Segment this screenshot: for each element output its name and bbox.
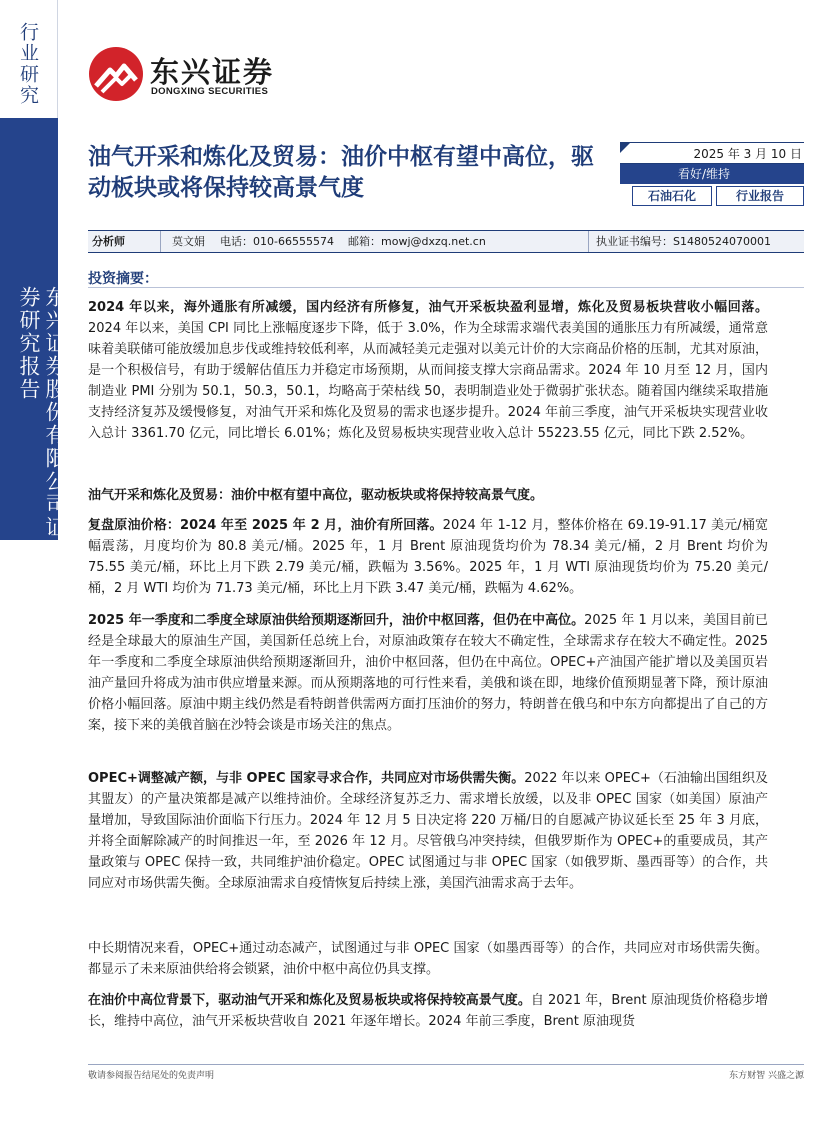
paragraph-overview-lead: 2024 年以来，海外通胀有所减缓，国内经济有所修复，油气开采板块盈利显增，炼化及贸易板块营收小幅回落。 — [88, 300, 768, 315]
company-logo — [88, 46, 288, 102]
report-tags — [620, 186, 804, 206]
side-category-label: 行业研究 — [17, 22, 39, 106]
report-type-tag: 行业报告 — [716, 186, 804, 206]
footer-slogan: 东方财智 兴盛之源 — [729, 1071, 804, 1081]
summary-divider — [88, 287, 804, 288]
paragraph-overview-body: 2024 年以来，美国 CPI 同比上涨幅度逐步下降，低于 3.0%，作为全球需求端代表美国的通胀压力有所减缓，通常意味着美联储可能放缓加息步伐或维持较低利率，从而减轻美元走强对以美元计价的大宗商品价格的压制，尤其对原油，是一个积极信号，有助于缓解估值压力并稳定市场预期，从而间接支撑大宗商品需求。2024 年 10 月至 12 月，国内制造业 PMI 分别为 50.1，50.3，50.1，均略高于荣枯线 50，表明制造业处于微弱扩张状态。随着国内继续采取措施支持经济复苏及缓慢修复，对油气开采和炼化及贸易的需求也逐步提升。2024 年前三季度，油气开采板块实现营业收入总计 3361.70 亿元，同比增长 6.01%；炼化及贸易板块实现营业收入总计 55223.55 亿元，同比下跌 2.52%。 — [88, 321, 768, 441]
logo-english-name: DONGXING SECURITIES — [151, 86, 269, 97]
industry-tag: 石油石化 — [632, 186, 712, 206]
side-top-panel — [0, 0, 58, 118]
paragraph-long-term-body: 中长期情况来看，OPEC+通过动态减产，试图通过与非 OPEC 国家（如墨西哥等）的合作，共同应对市场供需失衡。都显示了未来原油供给将会锁紧，油价中枢中高位仍具支撑。 — [88, 941, 768, 977]
summary-heading: 投资摘要： — [88, 271, 158, 287]
paragraph-sector-drive — [88, 990, 768, 1032]
analyst-phone: 电话：010-66555574 — [220, 235, 334, 248]
paragraph-supply-outlook — [88, 610, 768, 736]
paragraph-opec-body: 2022 年以来 OPEC+（石油输出国组织及其盟友）的产量决策都是减产以维持油价。全球经济复苏乏力、需求增长放缓，以及非 OPEC 国家（如美国）原油产量增加，导致国际油价面临下行压力。2024 年 12 月 5 日决定将 220 万桶/日的自愿减产协议延长至 25 年 3 月底，并将全面解除减产的时间推迟一年，至 2026 年 12 月。尽管俄乌冲突持续，但俄罗斯作为 OPEC+的重要成员，其产量政策与 OPEC 保持一致，共同维护油价稳定。OPEC 试图通过与非 OPEC 国家（如俄罗斯、墨西哥等）的合作，共同应对市场供需失衡。全球原油需求自疫情恢复后持续上涨，美国汽油需求高于去年。 — [88, 771, 768, 891]
paragraph-thesis — [88, 485, 768, 506]
report-title: 油气开采和炼化及贸易：油价中枢有望中高位，驱动板块或将保持较高景气度 — [88, 144, 594, 201]
footer-divider — [88, 1064, 804, 1065]
analyst-name: 莫文娟 — [172, 235, 205, 248]
paragraph-opec-lead: OPEC+调整减产额，与非 OPEC 国家寻求合作，共同应对市场供需失衡。 — [88, 771, 525, 786]
analyst-divider — [160, 231, 161, 252]
logo-mark-icon — [88, 46, 144, 102]
analyst-divider-2 — [588, 231, 589, 252]
side-band — [0, 118, 67, 540]
analyst-bar — [88, 230, 804, 253]
paragraph-oil-price-body: 2024 年 1-12 月，整体价格在 69.19-91.17 美元/桶宽幅震荡，月度均价为 80.8 美元/桶。2025 年，1 月 Brent 原油现货均价为 78.34 美元/桶，2 月 Brent 均价为 75.55 美元/桶，环比上月下跌 2.79 美元/桶，跌幅为 3.56%。2025 年，1 月 WTI 原油现货均价为 75.20 美元/桶，2 月 WTI 均价为 71.73 美元/桶，环比上月下跌 3.47 美元/桶，跌幅为 4.62%。 — [88, 518, 768, 596]
analyst-cert-number: 执业证书编号：S1480524070001 — [596, 235, 771, 248]
analyst-label: 分析师 — [92, 235, 125, 248]
date-corner-decoration — [620, 143, 630, 153]
paragraph-sector-lead: 在油价中高位背景下，驱动油气开采和炼化及贸易板块或将保持较高景气度。 — [88, 993, 531, 1008]
logo-chinese-name: 东兴证券 — [150, 55, 275, 89]
analyst-email[interactable]: 邮箱：mowj@dxzq.net.cn — [348, 235, 486, 248]
paragraph-sector-body: 自 2021 年，Brent 原油现货价格稳步增长，维持中高位，油气开采板块营收自 2021 年逐年增长。2024 年前三季度，Brent 原油现货 — [88, 993, 768, 1029]
paragraph-oil-price-lead: 复盘原油价格：2024 年至 2025 年 2 月，油价有所回落。 — [88, 518, 443, 533]
paragraph-oil-price-review — [88, 515, 768, 599]
paragraph-supply-lead: 2025 年一季度和二季度全球原油供给预期逐渐回升，油价中枢回落，但仍在中高位。 — [88, 613, 585, 628]
rating-badge: 看好/维持 — [620, 164, 804, 184]
paragraph-opec — [88, 768, 768, 894]
footer-disclaimer: 敬请参阅报告结尾处的免责声明 — [88, 1071, 215, 1081]
paragraph-overview — [88, 297, 768, 444]
paragraph-long-term — [88, 938, 768, 980]
paragraph-supply-body: 2025 年 1 月以来，美国目前已经是全球最大的原油生产国，美国新任总统上台，对原油政策存在较大不确定性，全球需求存在较大不确定性。2025 年一季度和二季度全球原油供给预期逐渐回升，油价中枢回落，但仍在中高位。OPEC+产油国产能扩增以及美国页岩油产量回升将成为油市供应增量来源。而从预期落地的可行性来看，美俄和谈在即，地缘价值预期显著下降，预计原油价格小幅回落。原油中期主线仍然是看特朗普供需两方面打压油价的努力，特朗普在俄乌和中东方向都提出了自己的方案，接下来的美俄首脑在沙特会谈是市场关注的焦点。 — [88, 613, 768, 733]
report-date: 2025 年 3 月 10 日 — [620, 142, 804, 164]
paragraph-thesis-lead: 油气开采和炼化及贸易：油价中枢有望中高位，驱动板块或将保持较高景气度。 — [88, 488, 544, 503]
side-company-label: 东兴证券股份有限公司证券研究报告 — [17, 286, 67, 539]
